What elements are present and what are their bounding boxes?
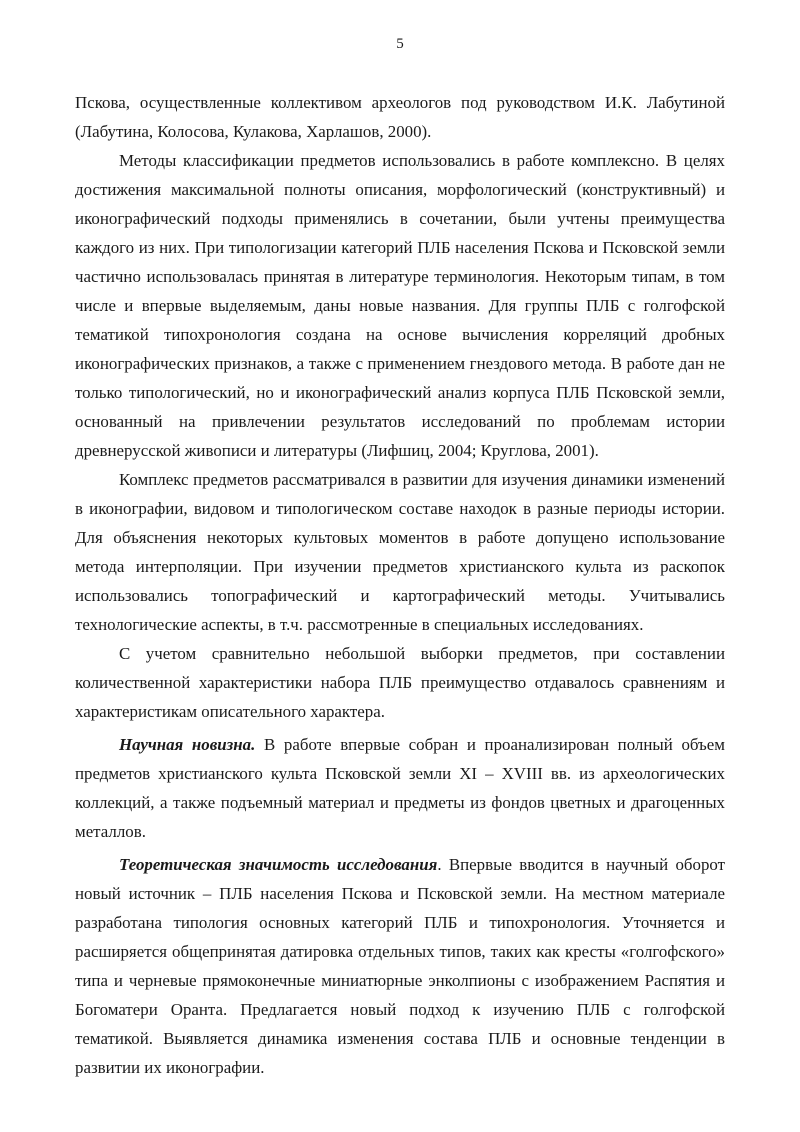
paragraph-text: Пскова, осуществленные коллективом археологов под руководством И.К. Лабутиной (Лабутина, Колосова, Кулакова, Харлашов, 2000). xyxy=(75,93,725,141)
paragraph-continuation xyxy=(75,88,725,146)
paragraph-text: Комплекс предметов рассматривался в развитии для изучения динамики изменений в иконографии, видовом и типологическом составе находок в разные периоды истории. Для объяснения некоторых культовых моментов в работе допущено использование метода интерполяции. При изучении предметов христианского культа из раскопок использовались топографический и картографический методы. Учитывались технологические аспекты, в т.ч. рассмотренные в специальных исследованиях. xyxy=(75,470,725,634)
paragraph-methods xyxy=(75,146,725,465)
paragraph-sample xyxy=(75,639,725,726)
paragraph-text: . Впервые вводится в научный оборот новый источник – ПЛБ населения Пскова и Псковской земли. На местном материале разработана типология основных категорий ПЛБ и типохронология. Уточняется и расширяется общепринятая датировка отдельных типов, таких как кресты «голгофского» типа и черневые прямоконечные миниатюрные энколпионы с изображением Распятия и Богоматери Оранта. Предлагается новый подход к изучению ПЛБ с голгофской тематикой. Выявляется динамика изменения состава ПЛБ и основные тенденции в развитии их иконографии. xyxy=(75,855,725,1077)
body-text xyxy=(75,88,725,1082)
paragraph-text: С учетом сравнительно небольшой выборки предметов, при составлении количественной характеристики набора ПЛБ преимущество отдавалось сравнениям и характеристикам описательного характера. xyxy=(75,644,725,721)
paragraph-text: Методы классификации предметов использовались в работе комплексно. В целях достижения максимальной полноты описания, морфологический (конструктивный) и иконографический подходы применялись в сочетании, были учтены преимущества каждого из них. При типологизации категорий ПЛБ населения Пскова и Псковской земли частично использовалась принятая в литературе терминология. Некоторым типам, в том числе и впервые выделяемым, даны новые названия. Для группы ПЛБ с голгофской тематикой типохронология создана на основе вычисления корреляций дробных иконографических признаков, а также с применением гнездового метода. В работе дан не только типологический, но и иконографический анализ корпуса ПЛБ Псковской земли, основанный на привлечении результатов исследований по проблемам истории древнерусской живописи и литературы (Лифшиц, 2004; Круглова, 2001). xyxy=(75,151,725,460)
paragraph-significance xyxy=(75,850,725,1082)
paragraph-lead: Теоретическая значимость исследования xyxy=(119,855,438,874)
page-number: 5 xyxy=(396,36,404,52)
paragraph-lead: Научная новизна. xyxy=(119,735,256,754)
paragraph-novelty xyxy=(75,730,725,846)
paragraph-text: В работе впервые собран и проанализирован полный объем предметов христианского культа Псковской земли XI – XVIII вв. из археологических коллекций, а также подъемный материал и предметы из фондов цветных и драгоценных металлов. xyxy=(75,735,725,841)
paragraph-complex xyxy=(75,465,725,639)
